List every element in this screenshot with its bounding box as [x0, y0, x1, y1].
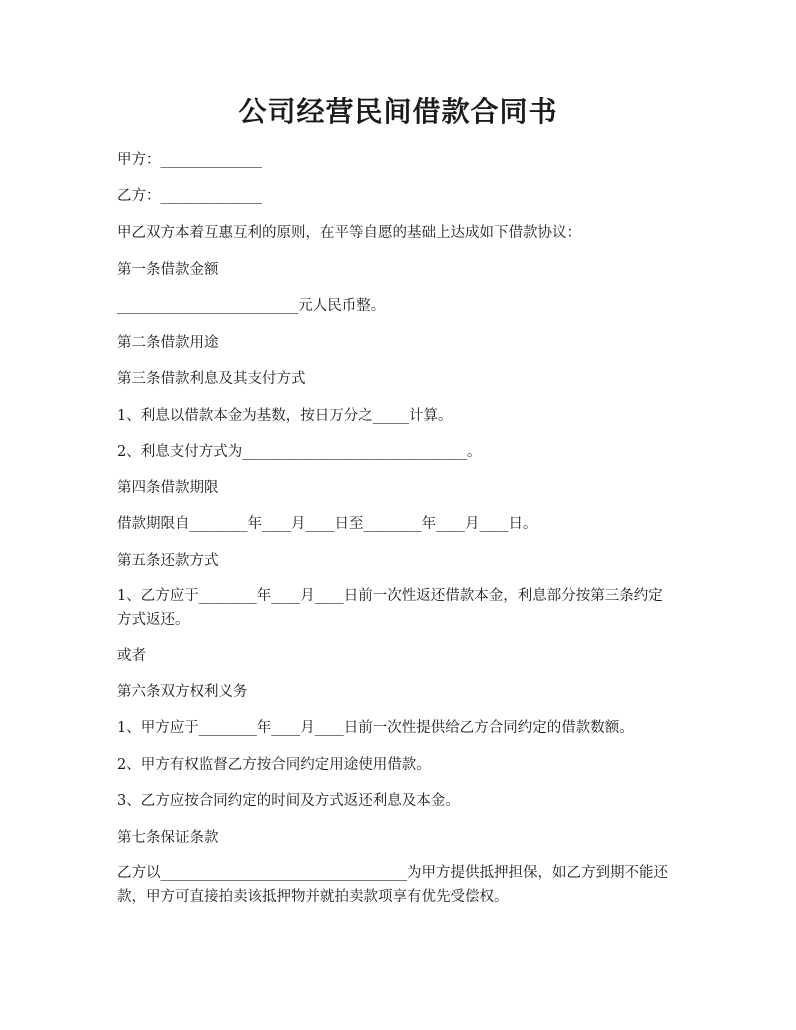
party-b-line: 乙方：______________ [117, 188, 262, 204]
interest-payment-line: 2、利息支付方式为_______________________________。 [117, 444, 482, 460]
article-3-heading: 第三条借款利息及其支付方式 [117, 371, 306, 387]
loan-term-line: 借款期限自________年____月____日至________年____月____日。 [117, 516, 538, 532]
article-4-heading: 第四条借款期限 [117, 480, 219, 496]
document-title: 公司经营民间借款合同书 [238, 95, 558, 128]
loan-amount-line: _________________________元人民币整。 [117, 298, 386, 314]
alternative-line: 或者 [117, 648, 146, 664]
interest-rate-line: 1、利息以借款本金为基数，按日万分之_____计算。 [117, 408, 453, 424]
article-7-heading: 第七条保证条款 [117, 830, 219, 846]
article-2-heading: 第二条借款用途 [117, 335, 219, 351]
article-6-heading: 第六条双方权利义务 [117, 684, 248, 700]
party-a-line: 甲方：______________ [117, 152, 262, 168]
article-1-heading: 第一条借款金额 [117, 262, 219, 278]
guarantee-paragraph: 乙方以__________________________________为甲方提供抵押担保，如乙方到期不能还款，甲方可直接拍卖该抵押物并就拍卖款项享有优先受偿权。 [117, 865, 668, 905]
article-5-heading: 第五条还款方式 [117, 553, 219, 569]
borrower-obligation-line: 3、乙方应按合同约定的时间及方式返还利息及本金。 [117, 793, 460, 809]
repayment-paragraph: 1、乙方应于________年____月____日前一次性返还借款本金，利息部分按第三条约定方式返还。 [117, 588, 663, 628]
lender-obligation-line: 1、甲方应于________年____月____日前一次性提供给乙方合同约定的借款数额。 [117, 720, 634, 736]
preamble-paragraph: 甲乙双方本着互惠互利的原则，在平等自愿的基础上达成如下借款协议： [117, 225, 581, 241]
lender-supervision-line: 2、甲方有权监督乙方按合同约定用途使用借款。 [117, 757, 431, 773]
